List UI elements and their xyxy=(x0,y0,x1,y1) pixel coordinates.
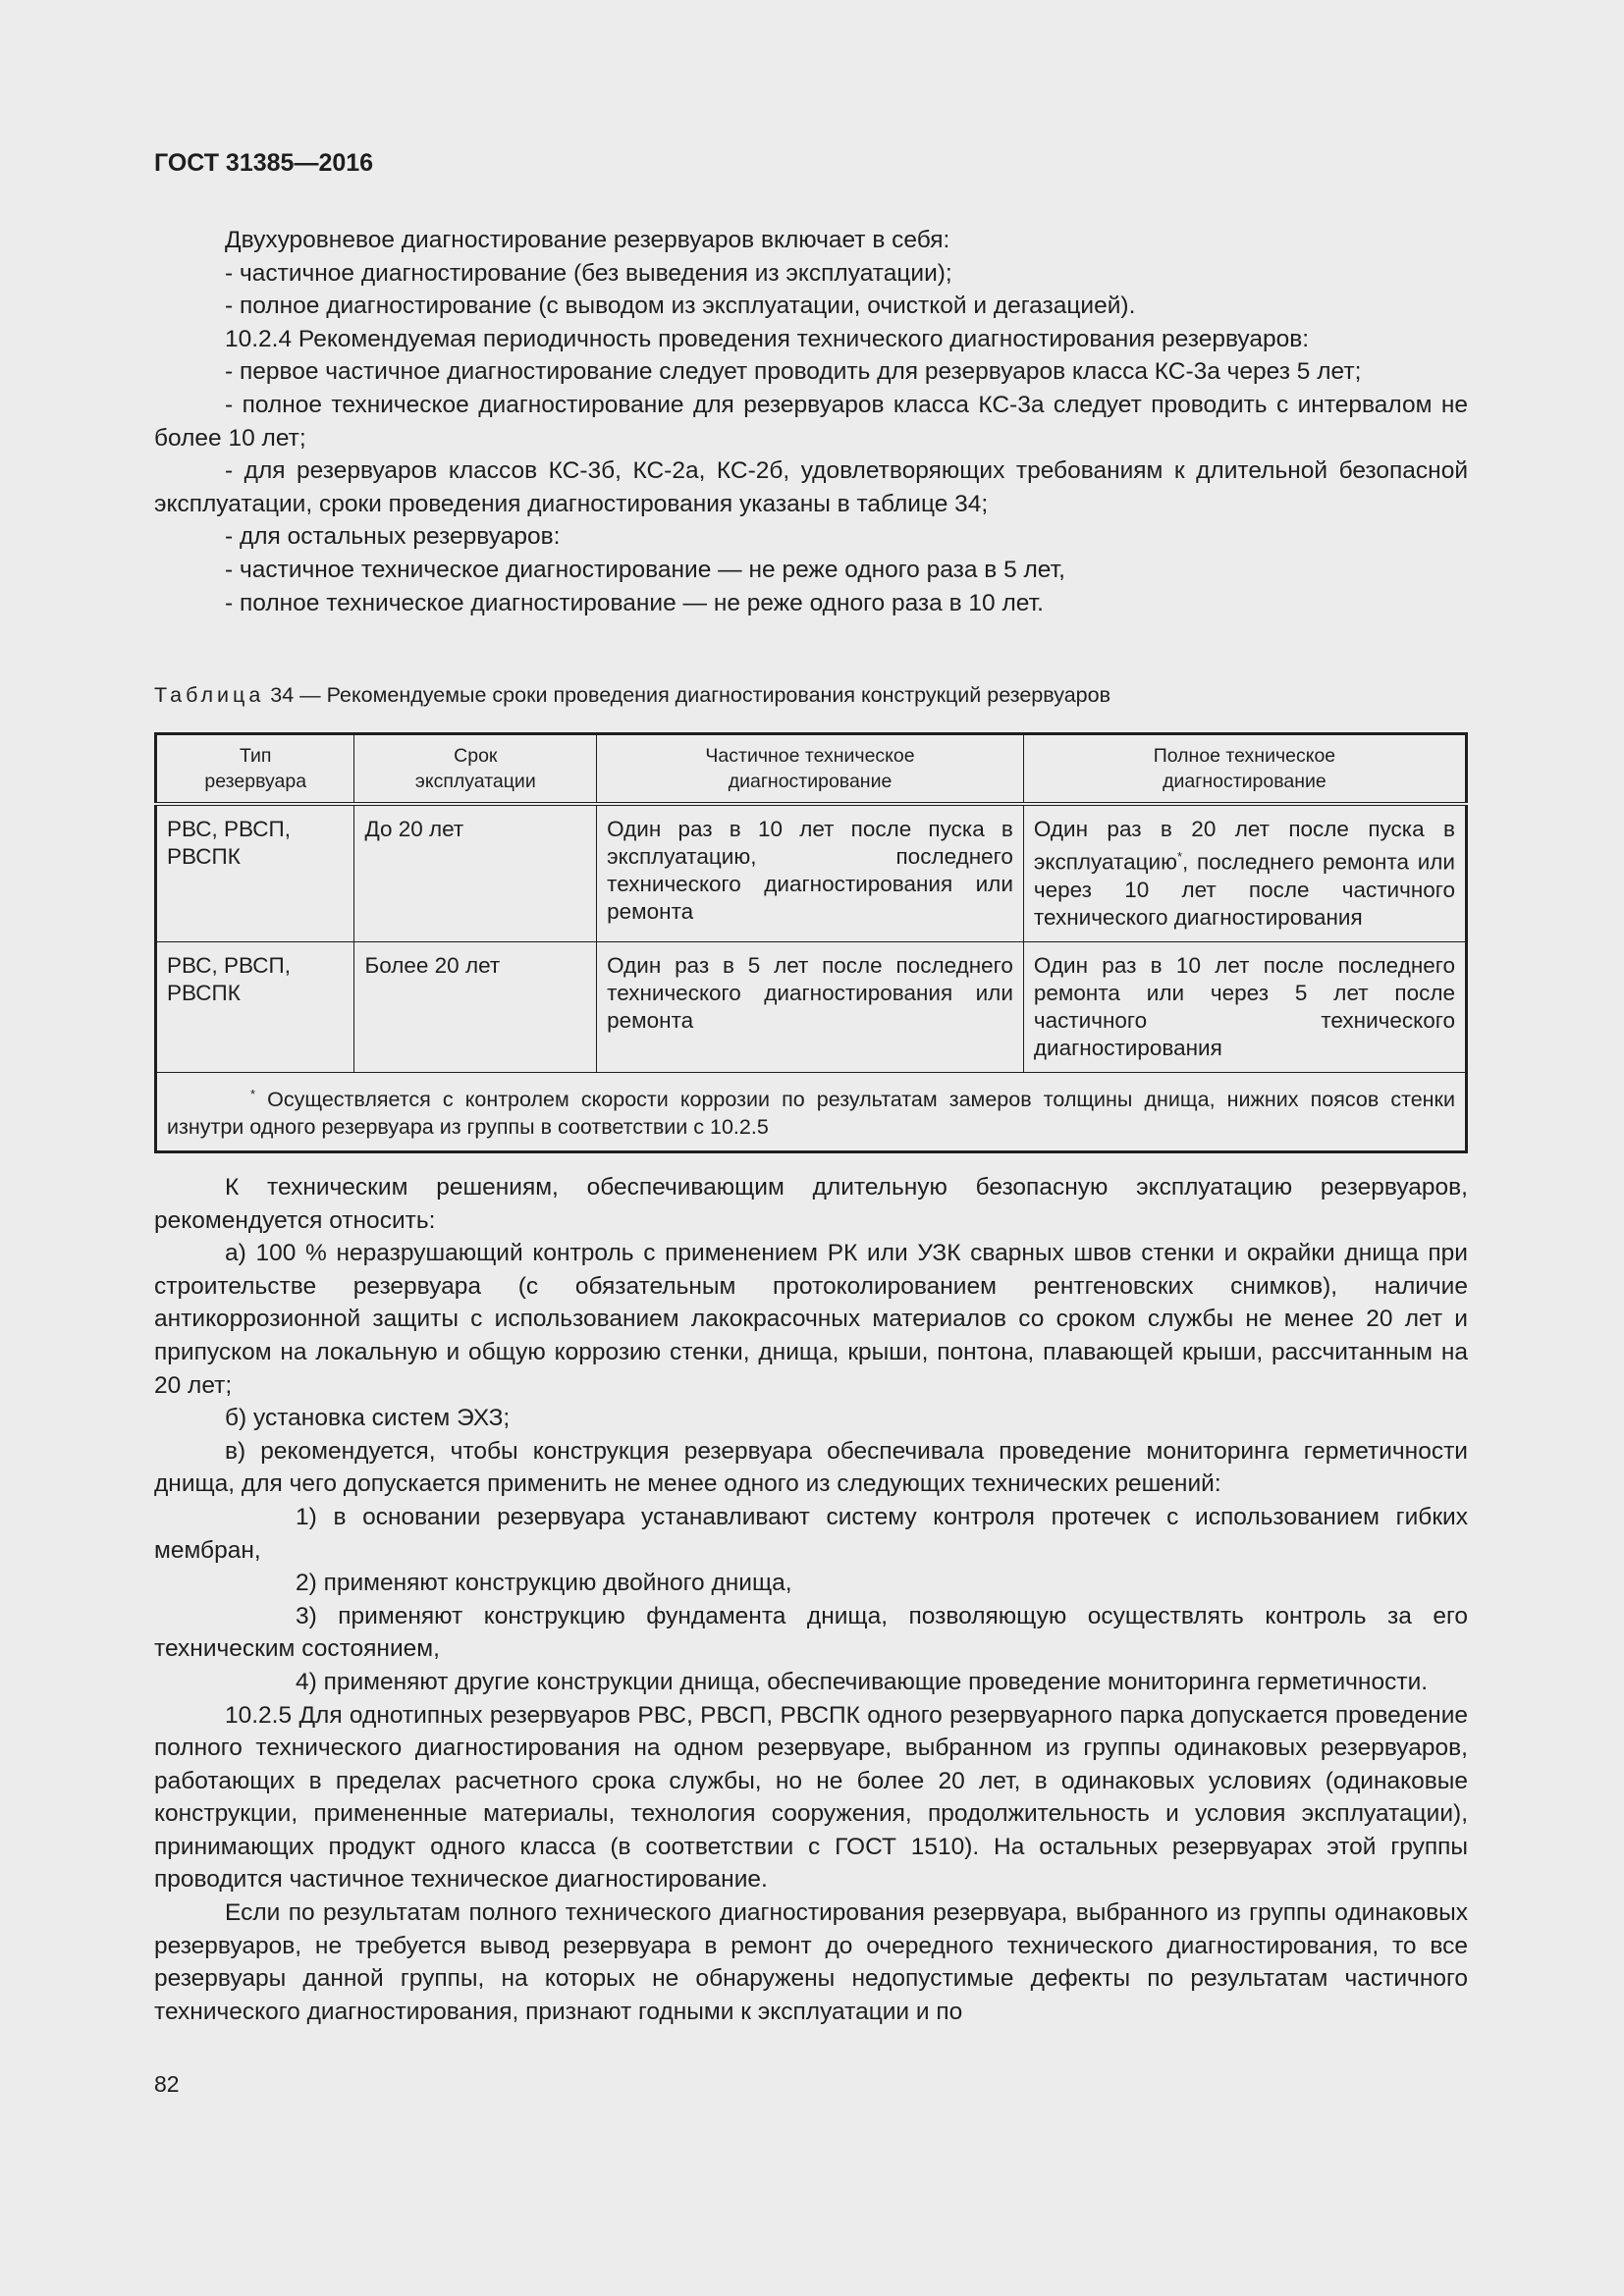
paragraph: а) 100 % неразрушающий контроль с применением РК или УЗК сварных швов стенки и окрайки днища при строительстве резервуара (с обязательным протоколированием рентгеновских снимков), наличие антикоррозионной защиты с использованием лакокрасочных материалов со сроком службы не менее 20 лет и припуском на локальную и общую коррозию стенки, днища, крыши, понтона, плавающей крыши, рассчитанным на 20 лет; xyxy=(154,1240,1468,1399)
table-row xyxy=(156,804,1467,941)
paragraph: 10.2.5 Для однотипных резервуаров РВС, РВСП, РВСПК одного резервуарного парка допускается проведение полного технического диагностирования на одном резервуаре, выбранном из группы одинаковых резервуаров, работающих в пределах расчетного срока службы, но не более 20 лет, в одинаковых условиях (одинаковые конструкции, примененные материалы, технология сооружения, продолжительность и условия эксплуатации), принимающих продукт одного класса (в соответствии с ГОСТ 1510). На остальных резервуарах этой группы проводится частичное техническое диагностирование. xyxy=(154,1701,1468,1894)
cell-full: Один раз в 10 лет после последнего ремонта или через 5 лет после частичного технического диагностирования xyxy=(1023,941,1466,1072)
table-caption xyxy=(154,683,1110,708)
paragraph: - полное техническое диагностирование — не реже одного раза в 10 лет. xyxy=(225,589,1044,616)
paragraph: - первое частичное диагностирование следует проводить для резервуаров класса КС-3а через 5 лет; xyxy=(225,358,1362,386)
cell-type: РВС, РВСП, РВСПК xyxy=(156,804,354,941)
paragraph: в) рекомендуется, чтобы конструкция резервуара обеспечивала проведение мониторинга герметичности днища, для чего допускается применить не менее одного из следующих технических решений: xyxy=(154,1437,1468,1498)
header-cell: Полное техническое диагностирование xyxy=(1023,734,1466,805)
table-header-row xyxy=(156,734,1467,805)
table-row xyxy=(156,941,1467,1072)
paragraph: 2) применяют конструкцию двойного днища, xyxy=(296,1570,792,1597)
diagnostics-table xyxy=(154,732,1468,1153)
body-section xyxy=(154,1171,1468,2028)
cell-full: Один раз в 20 лет после пуска в эксплуатацию*, последнего ремонта или через 10 лет после частичного технического диагностирования xyxy=(1023,804,1466,941)
paragraph: 10.2.4 Рекомендуемая периодичность проведения технического диагностирования резервуаров: xyxy=(225,325,1310,352)
intro-section xyxy=(154,224,1468,619)
page-number: 82 xyxy=(154,2071,180,2097)
caption-text: 34 — Рекомендуемые сроки проведения диагностирования конструкций резервуаров xyxy=(270,683,1111,707)
paragraph: - полное техническое диагностирование для резервуаров класса КС-3а следует проводить с интервалом не более 10 лет; xyxy=(154,391,1468,452)
paragraph: - для резервуаров классов КС-3б, КС-2а, КС-2б, удовлетворяющих требованиям к длительной безопасной эксплуатации, сроки проведения диагностирования указаны в таблице 34; xyxy=(154,457,1468,517)
caption-label: Таблица xyxy=(154,683,265,707)
footnote-text: Осуществляется с контролем скорости коррозии по результатам замеров толщины днища, нижних поясов стенки изнутри одного резервуара из группы в соответствии с 10.2.5 xyxy=(167,1087,1455,1139)
paragraph: 3) применяют конструкцию фундамента днища, позволяющую осуществлять контроль за его техническим состоянием, xyxy=(154,1602,1468,1663)
paragraph: - частичное техническое диагностирование — не реже одного раза в 5 лет, xyxy=(225,556,1065,583)
header-cell: Тип резервуара xyxy=(156,734,354,805)
paragraph: - полное диагностирование (с выводом из эксплуатации, очисткой и дегазацией). xyxy=(225,293,1136,320)
cell-partial: Один раз в 10 лет после пуска в эксплуатацию, последнего технического диагностирования или ремонта xyxy=(597,804,1024,941)
paragraph: - для остальных резервуаров: xyxy=(225,523,561,551)
footnote-mark: * xyxy=(250,1086,256,1101)
paragraph: Если по результатам полного технического диагностирования резервуара, выбранного из группы одинаковых резервуаров, не требуется вывод резервуара в ремонт до очередного технического диагностирования, то все резервуары данной группы, на которых не обнаружены недопустимые дефекты по результатам частичного технического диагностирования, признают годными к эксплуатации и по xyxy=(154,1899,1468,2025)
paragraph: К техническим решениям, обеспечивающим длительную безопасную эксплуатацию резервуаров, рекомендуется относить: xyxy=(154,1174,1468,1234)
footnote-mark: * xyxy=(1176,849,1183,864)
cell-term: До 20 лет xyxy=(354,804,597,941)
cell-partial: Один раз в 5 лет после последнего технического диагностирования или ремонта xyxy=(597,941,1024,1072)
table-footnote xyxy=(156,1072,1467,1151)
cell-type: РВС, РВСП, РВСПК xyxy=(156,941,354,1072)
table-footnote-row xyxy=(156,1072,1467,1151)
paragraph: Двухуровневое диагностирование резервуаров включает в себя: xyxy=(225,227,950,253)
header-cell: Частичное техническое диагностирование xyxy=(597,734,1024,805)
paragraph: 1) в основании резервуара устанавливают систему контроля протечек с использованием гибких мембран, xyxy=(154,1503,1468,1564)
header-cell: Срок эксплуатации xyxy=(354,734,597,805)
paragraph: б) установка систем ЭХЗ; xyxy=(225,1405,511,1432)
cell-term: Более 20 лет xyxy=(354,941,597,1072)
document-header: ГОСТ 31385—2016 xyxy=(154,149,374,177)
paragraph: - частичное диагностирование (без выведения из эксплуатации); xyxy=(225,259,952,287)
paragraph: 4) применяют другие конструкции днища, обеспечивающие проведение мониторинга герметичности. xyxy=(296,1668,1429,1695)
